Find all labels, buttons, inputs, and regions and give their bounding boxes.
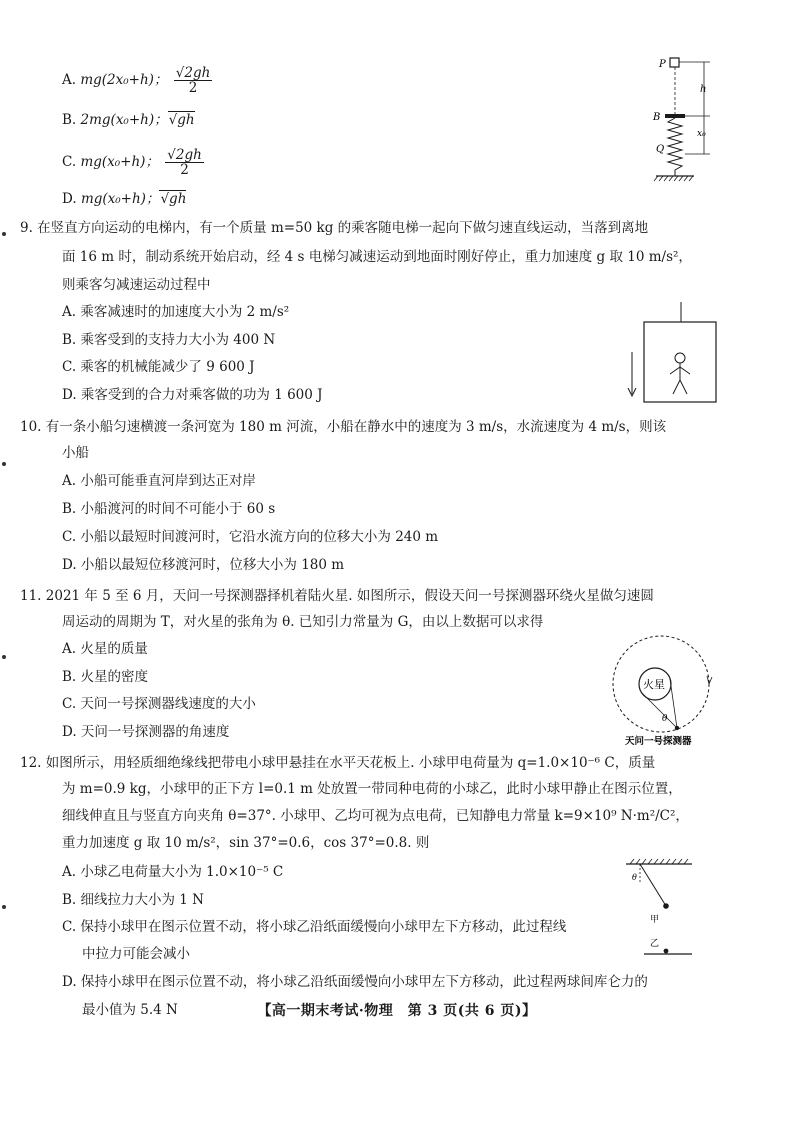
fraction: $\frac{√2gh}{2}$ [167, 147, 202, 178]
mars-orbit-figure [603, 636, 723, 746]
q12-option-d-cont: 最小值为 5.4 N [82, 1002, 178, 1018]
q12-stem-line: 12. 如图所示，用轻质细绝缘线把带电小球甲悬挂在水平天花板上. 小球甲电荷量为 q=1.0×10⁻⁶ C，质量 [20, 755, 656, 771]
scan-mark [2, 462, 6, 466]
label-p: P [659, 59, 666, 70]
q10-option-b: B. 小船渡河的时间不可能小于 60 s [62, 501, 276, 517]
label-q: Q [656, 144, 665, 155]
q12-option-c-cont: 中拉力可能会减小 [82, 946, 190, 962]
q9-option-a: A. 乘客减速时的加速度大小为 2 m/s² [62, 304, 290, 320]
ball1-label: 甲 [650, 915, 660, 925]
q11-stem-line: 11. 2021 年 5 至 6 月，天问一号探测器择机着陆火星. 如图所示，假设天问一号探测器环绕火星做匀速圆 [20, 588, 654, 604]
scan-mark [2, 232, 6, 236]
charged-balls-figure [622, 856, 702, 956]
label-x0: x₀ [697, 129, 706, 139]
q11-option-c: C. 天问一号探测器线速度的大小 [62, 696, 256, 712]
probe-caption: 天问一号探测器 [625, 736, 692, 747]
q11-option-d: D. 天问一号探测器的角速度 [62, 724, 230, 740]
fraction: $\frac{√2gh}{2}$ [175, 65, 211, 96]
elevator-figure [624, 300, 704, 400]
page-footer: 【高一期末考试·物理 第 3 页(共 6 页)】 [257, 1003, 537, 1019]
q12-stem-line: 重力加速度 g 取 10 m/s²，sin 37°=0.6，cos 37°=0.8. 则 [62, 835, 430, 851]
angle-label: θ [632, 873, 637, 882]
q8-option-b: B. 2mg(x₀+h)；√gh [62, 112, 195, 128]
q11-stem-line: 周运动的周期为 T，对火星的张角为 θ. 已知引力常量为 G，由以上数据可以求得 [62, 614, 544, 630]
planet-label: 火星 [643, 678, 665, 691]
q10-stem-line: 10. 有一条小船匀速横渡一条河宽为 180 m 河流，小船在静水中的速度为 3 m/s，水流速度为 4 m/s，则该 [20, 419, 667, 435]
q11-option-b: B. 火星的密度 [62, 669, 149, 685]
q10-option-d: D. 小船以最短位移渡河时，位移大小为 180 m [62, 557, 345, 573]
q8-option-c: C. mg(x₀+h)； $\frac{√2gh}{2}$ [62, 147, 202, 178]
q9-stem-line: 则乘客匀减速运动过程中 [62, 277, 211, 293]
q8-option-d: D. mg(x₀+h)；√gh [62, 191, 187, 207]
q9-option-d: D. 乘客受到的合力对乘客做的功为 1 600 J [62, 387, 323, 403]
q12-option-d: D. 保持小球甲在图示位置不动，将小球乙沿纸面缓慢向小球甲左下方移动，此过程两球间库仑力的 [62, 974, 648, 990]
label-b: B [653, 112, 661, 123]
q12-stem-line: 细线伸直且与竖直方向夹角 θ=37°. 小球甲、乙均可视为点电荷，已知静电力常量 k=9×10⁹ N·m²/C²， [62, 808, 689, 824]
q11-option-a: A. 火星的质量 [62, 641, 148, 657]
q12-option-c: C. 保持小球甲在图示位置不动，将小球乙沿纸面缓慢向小球甲左下方移动，此过程线 [62, 919, 567, 935]
spring-figure [648, 56, 738, 186]
q12-option-b: B. 细线拉力大小为 1 N [62, 892, 204, 908]
q9-stem-line: 9. 在竖直方向运动的电梯内，有一个质量 m=50 kg 的乘客随电梯一起向下做匀速直线运动，当落到离地 [20, 220, 649, 236]
q10-option-c: C. 小船以最短时间渡河时，它沿水流方向的位移大小为 240 m [62, 529, 439, 545]
scan-mark [2, 905, 6, 909]
q9-option-c: C. 乘客的机械能减少了 9 600 J [62, 359, 255, 375]
q9-option-b: B. 乘客受到的支持力大小为 400 N [62, 332, 276, 348]
angle-label: θ [662, 714, 668, 724]
q12-option-a: A. 小球乙电荷量大小为 1.0×10⁻⁵ C [62, 864, 284, 880]
q10-stem-line: 小船 [62, 445, 89, 461]
q9-stem-line: 面 16 m 时，制动系统开始启动，经 4 s 电梯匀减速运动到地面时刚好停止，重力加速度 g 取 10 m/s²， [62, 249, 692, 265]
ball2-label: 乙 [650, 939, 660, 949]
scan-mark [2, 655, 6, 659]
q8-option-a: A. mg(2x₀+h)； $\frac{√2gh}{2}$ [62, 65, 211, 96]
q10-option-a: A. 小船可能垂直河岸到达正对岸 [62, 473, 256, 489]
q12-stem-line: 为 m=0.9 kg，小球甲的正下方 l=0.1 m 处放置一带同种电荷的小球乙，此时小球甲静止在图示位置， [62, 781, 682, 797]
label-h: h [700, 84, 707, 95]
